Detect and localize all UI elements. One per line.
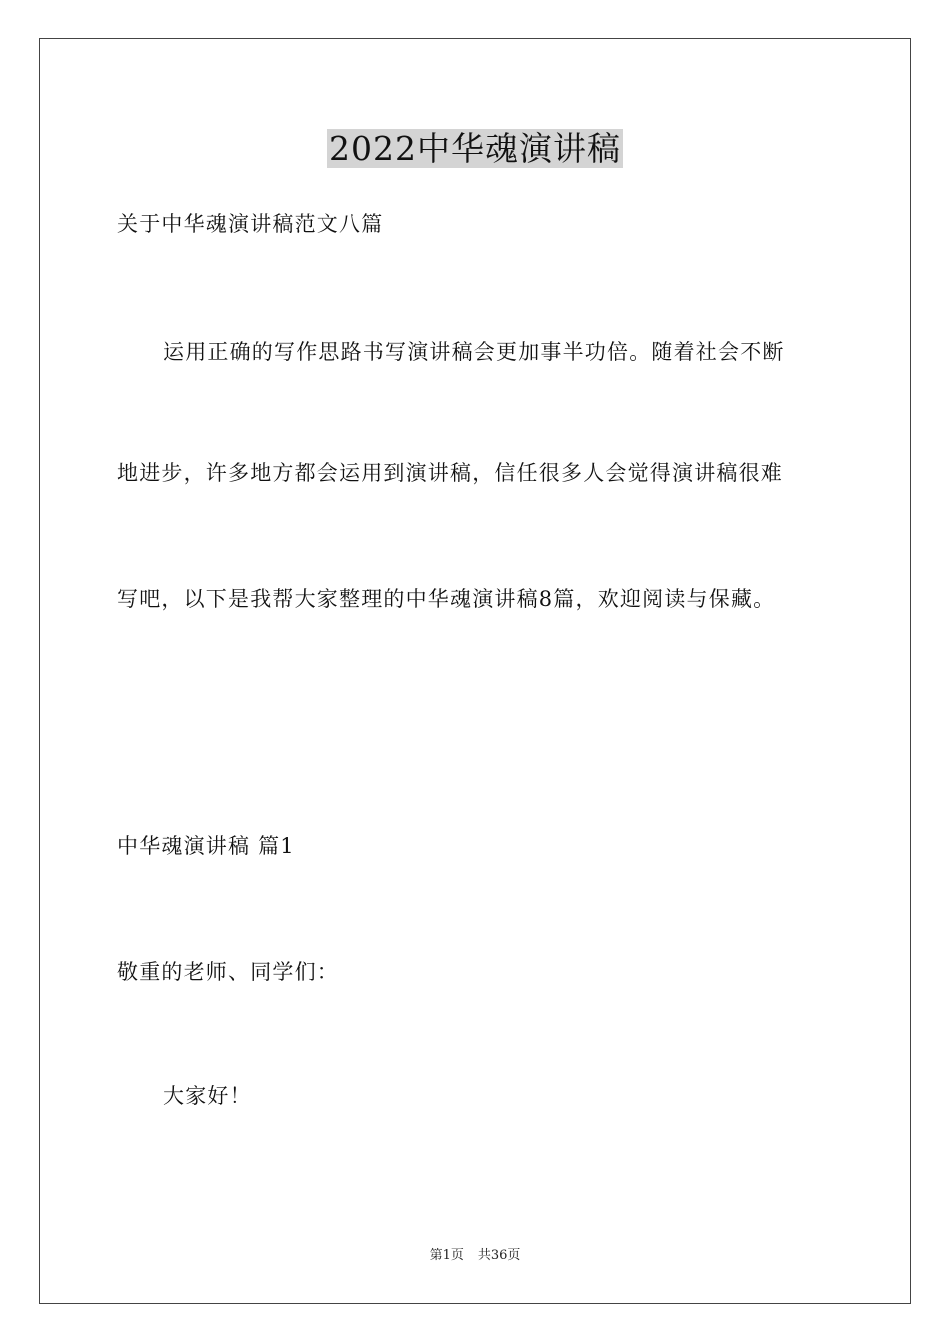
page-footer — [0, 1246, 950, 1266]
greeting: 大家好！ — [163, 1084, 252, 1108]
intro-line-3: 写吧，以下是我帮大家整理的中华魂演讲稿8篇，欢迎阅读与保藏。 — [117, 587, 776, 611]
document-subtitle: 关于中华魂演讲稿范文八篇 — [117, 212, 384, 236]
page-number: 第1页 — [429, 1248, 464, 1263]
intro-line-1: 运用正确的写作思路书写演讲稿会更加事半功倍。随着社会不断 — [163, 340, 785, 364]
document-title — [0, 127, 950, 171]
section-heading: 中华魂演讲稿 篇1 — [117, 834, 295, 858]
intro-line-2: 地进步，许多地方都会运用到演讲稿，信任很多人会觉得演讲稿很难 — [117, 461, 783, 485]
document-title-text: 2022中华魂演讲稿 — [329, 129, 621, 168]
salutation: 敬重的老师、同学们： — [117, 960, 339, 984]
page-total: 共36页 — [477, 1248, 521, 1263]
